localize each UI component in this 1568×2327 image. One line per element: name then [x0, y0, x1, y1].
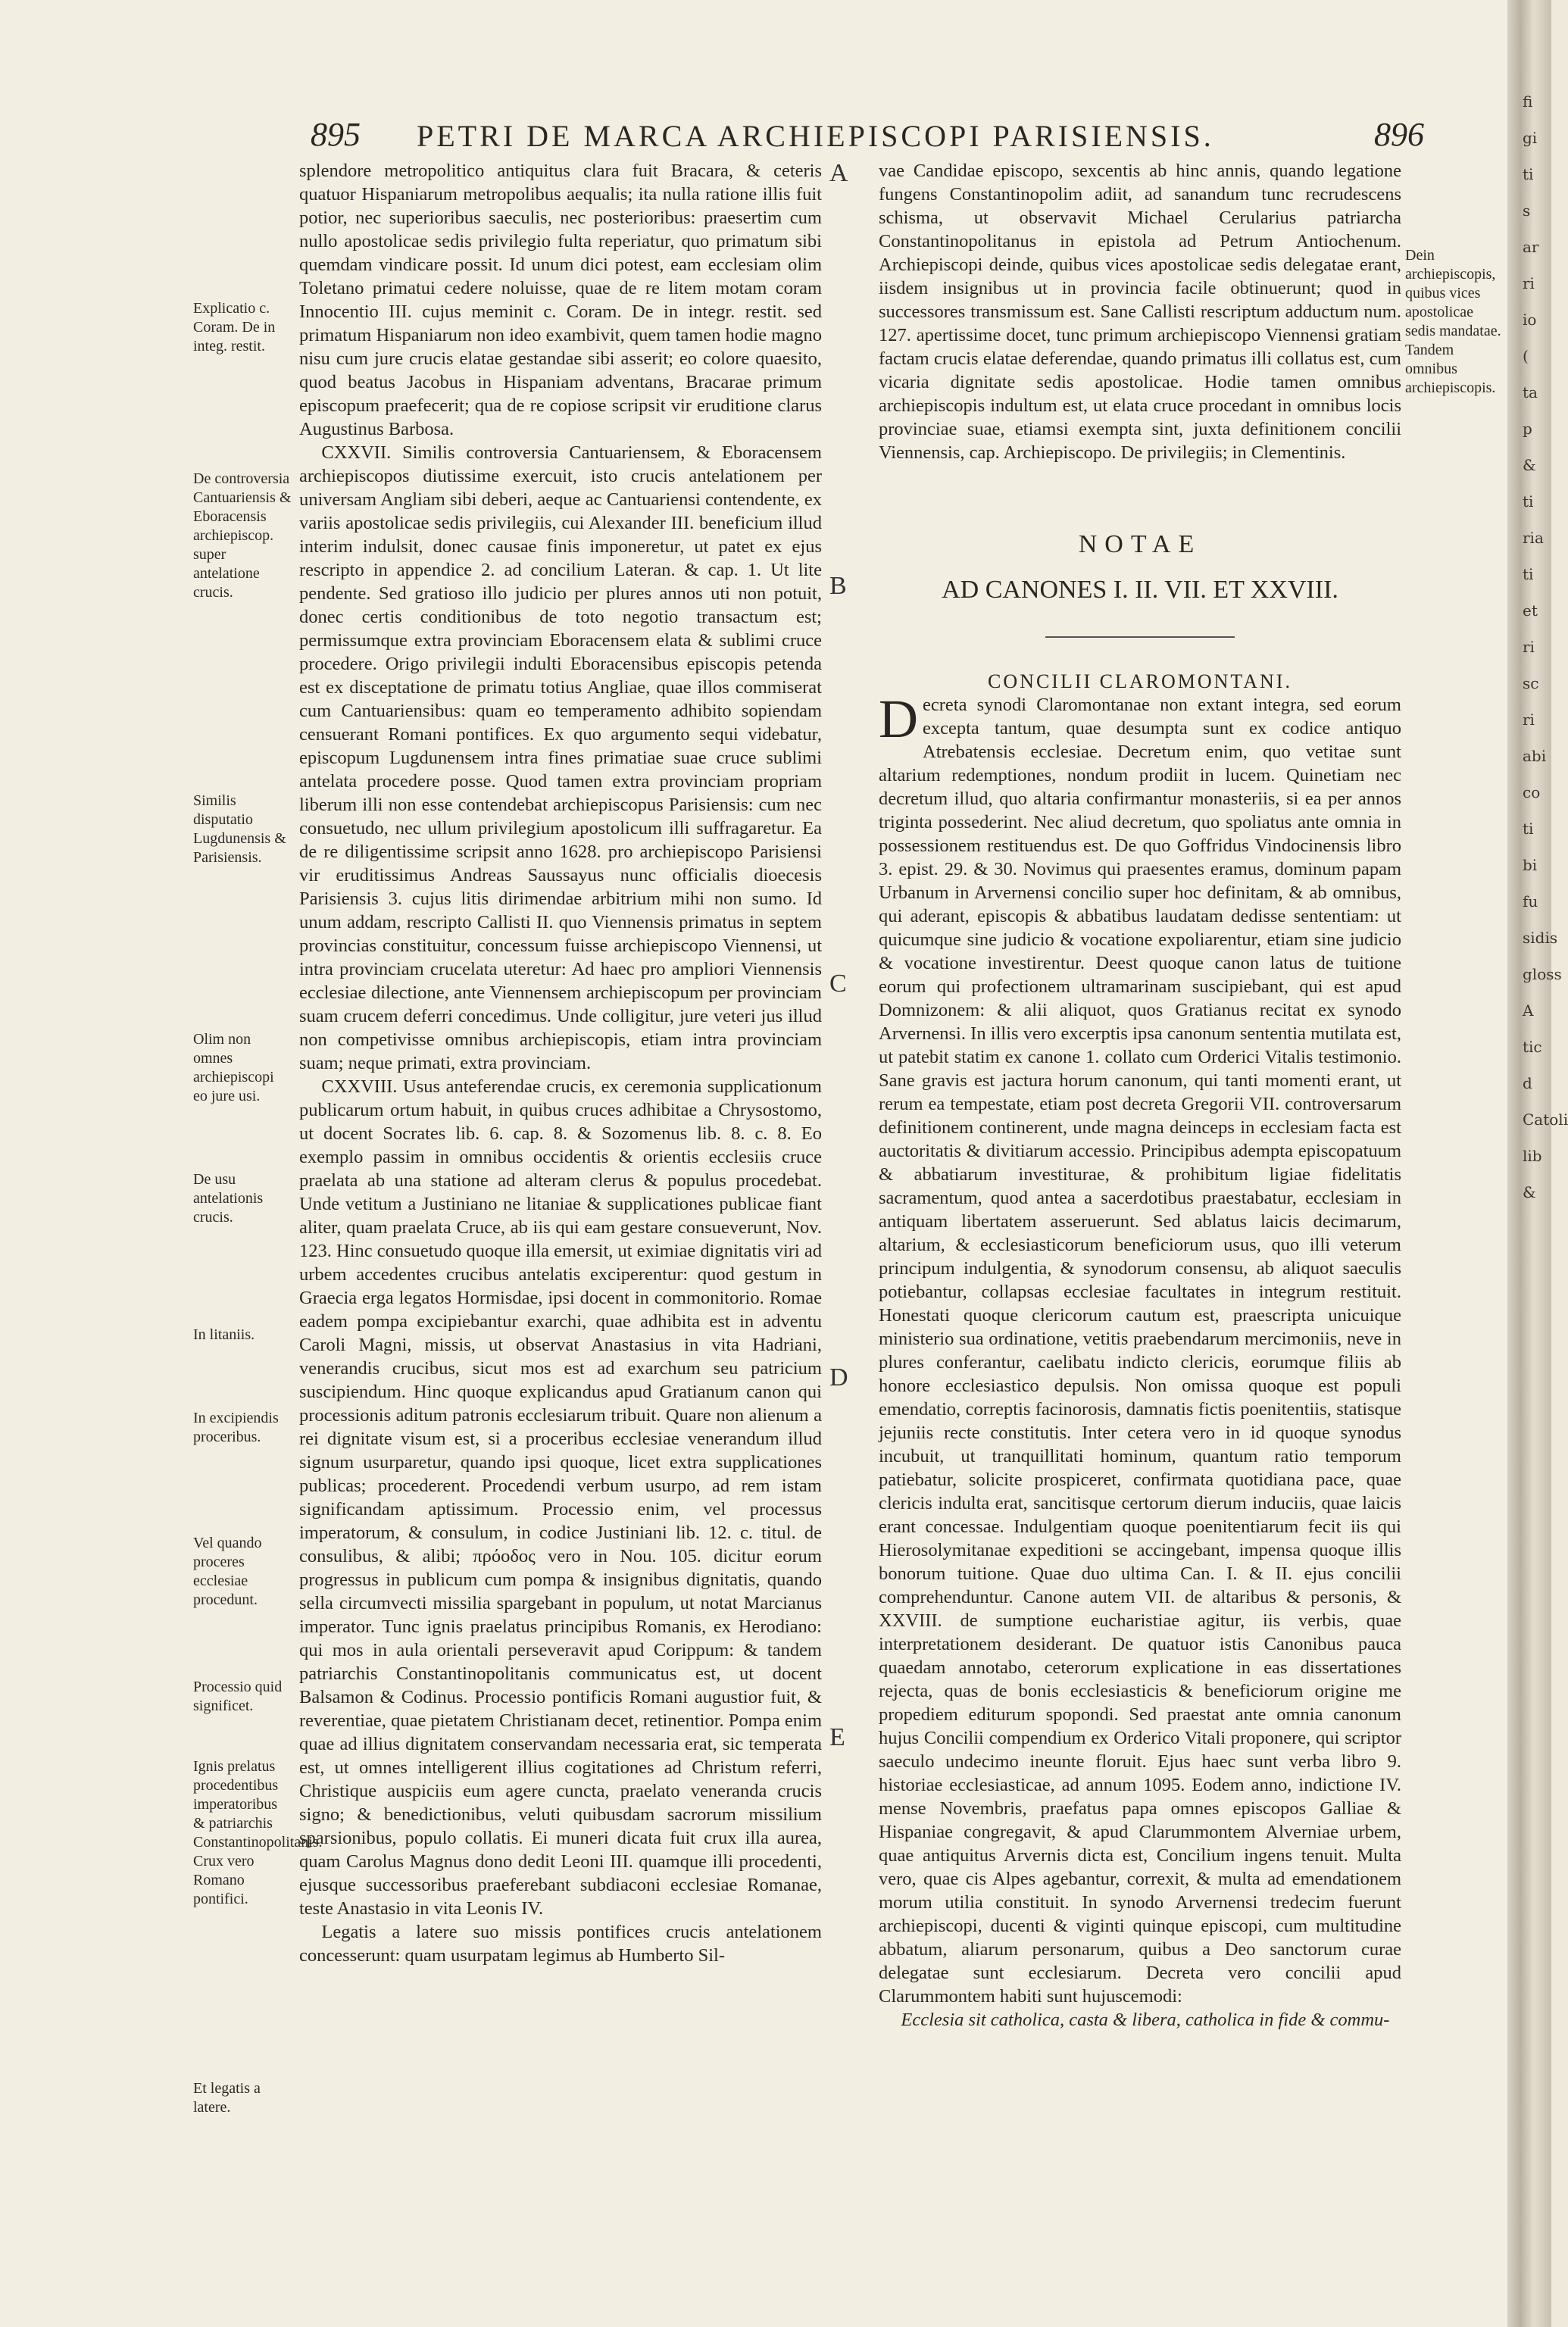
- running-title: PETRI DE MARCA ARCHIEPISCOPI PARISIENSIS.: [417, 119, 1214, 153]
- margin-note: De controversia Cantuariensis & Eboracensis archiepiscop. super antelatione crucis.: [193, 470, 292, 601]
- edge-fragment: ria: [1523, 529, 1544, 547]
- notae-title: NOTAE: [1078, 530, 1202, 558]
- margin-note: In litaniis.: [193, 1326, 255, 1343]
- paragraph: vae Candidae episcopo, sexcentis ab hinc annis, quando legatione fungens Constantinopolim adiit, ad sanandum tunc recrudescens schisma, ut observavit Michael Cerularius patriarcha Constantinopolitanus in epistola ad Petrum Antiochenum. Archiepiscopi deinde, quibus vices apostolicae sedis delegatae erant, iisdem insignibus ut in provincia facile obtinuerunt; quod in successores transmissum est. Sane Callisti rescriptum adductum num. 127. apertissime docet, tunc primum archiepiscopo Viennensi gratiam factam crucis elatae deferendae, quando primatus illi collatus est, cum vicaria dignitate sedis apostolicae. Hodie tamen omnibus archiepiscopis indultum est, ut elata cruce procedant in omnibus locis provinciae suae, etiamsi exempta sint, juxta definitionem concilii Viennensis, cap. Archiepiscopo. De privilegiis; in Clementinis.: [879, 161, 1401, 463]
- edge-fragment: sidis: [1523, 929, 1558, 947]
- edge-fragment: (: [1523, 347, 1529, 365]
- paragraph-text: ecreta synodi Claromontanae non extant integra, sed eorum excepta tantum, quae desumpta sunt ex codice antiquo Atrebatensis ecclesiae. Decretum enim, quo vetitae sunt altarium redemptiones, nondum prodiit in lucem. Quinetiam nec decretum illud, quo altaria confirmantur monasteriis, si ea per annos triginta possederint. Nec aliud decretum, quo spoliatus ante omnia in possessionem restituendus est. De quo Goffridus Vindocinensis libro 3. epist. 29. & 30. Novimus qui praesentes eramus, dominum papam Urbanum in Arvernensi concilio super hoc definitam, & ab omnibus, qui aderant, episcopis & abbatibus laudatam dedisse sententiam: ut quicumque sine judicio & vocatione expoliarentur, etiam sine judicio & vocatione investirentur. Deest quoque canon latus de tuitione eorum qui profectionem ultramarinam suscipiebant, qui est apud Domnizonem: & alii aliquot, quos Gratianus recitat ex synodo Arvernensi. In illis vero excerptis ipsa canonum sententia mutilata est, ut patebit statim ex canone 1. collato cum Orderici Vitalis testimonio. Sane gravis est jactura horum canonum, qui tanti momenti erant, ut rerum ea tempestate, etiam post decreta Gregorii VII. controversarum definitionem continerent, unde magna deinceps in ecclesiam facta est auctoritatis & divitiarum accessio. Principibus adempta episcopatuum & abbatiarum investiturae, & prohibitum ligiae fidelitatis sacramentum, quod antea a sacerdotibus praestabatur, ecclesiam in antiquam libertatem asseruerunt. Sed ablatus laicis decimarum, altarium, & ecclesiasticorum beneficiorum usus, quo illi veterum principum indulgentia, & synodorum consensu, ab aliquot saeculis potiebantur, collapsas ecclesiae facultates in integrum restituit. Honestati quoque clericorum cautum est, praescripta unicuique ministerio sua ordinatione, vetitis praebendarum mercimoniis, neve in plures conferantur, caelibatu indicto clericis, eorumque filiis ab honore ecclesiastico depulsis. Non omissa quoque est populi emendatio, correptis facinorosis, damnatis fictis poenitentiis, statisque jejuniis recte constitutis. Inter cetera vero in id quoque synodus incubuit, ut tranquillitati hominum, quantum ratio temporum patiebatur, solicite prospiceret, confirmata quotidiana pace, quae clericis indulta erat, sancitisque certorum dierum induciis, quae laicis erant concessae. Indulgentiam quoque poenitentiarum fecit iis qui Hierosolymitanae expeditioni se accingebant, impensa quoque illis bonorum tuitione. Quae duo ultima Can. I. & II. ejus concilii comprehenduntur. Canone autem VII. de altaribus & personis, & XXVIII. de sumptione eucharistiae agitur, iis verbis, quae interpretationem desiderant. De quatuor istis Canonibus pauca quaedam annotabo, ceterorum explicatione in eas dissertationes rejecta, quas de bonis ecclesiasticis & beneficiorum origine me propediem editurum spopondi. Sed praestat ante omnia canonum hujus Concilii compendium ex Orderico Vitali proponere, qui scriptor saeculo undecimo ineunte floruit. Ejus haec sunt verba libro 9. historiae ecclesiasticae, ad annum 1095. Eodem anno, indictione IV. mense Novembris, praefatus papa omnes episcopos Galliae & Hispaniae congregavit, & apud Clarummontem Alverniae urbem, quae antiquitus Arvernis dicta est, Concilium ingens tenuit. Multa vero, quae cis Alpes agebantur, correxit, & multa ad emendationem morum utilia constituit. In synodo Arvernensi tredecim fuerunt archiepiscopi, ducenti & viginti quinque episcopi, cum multitudine abbatum, aliarum personarum, quibus a Deo sanctorum curae delegatae sunt ecclesiarum. Decreta vero concilii apud Clarummontem habiti sunt hujuscemodi:: [879, 695, 1401, 2007]
- edge-fragment: fi: [1523, 92, 1533, 111]
- rule-divider: [1045, 636, 1235, 638]
- edge-fragment: ti: [1523, 165, 1534, 183]
- edge-fragment: abi: [1523, 747, 1547, 765]
- margin-note: Et legatis a latere.: [193, 2080, 261, 2116]
- edge-fragment: ti: [1523, 492, 1534, 511]
- drop-cap: D: [879, 689, 918, 749]
- edge-fragment: &: [1523, 1183, 1536, 1201]
- page-number-right: 896: [1374, 116, 1424, 153]
- edge-fragment: sc: [1523, 674, 1539, 692]
- edge-fragment: s: [1523, 201, 1531, 220]
- notae-heading: [879, 530, 1401, 559]
- paragraph: CXXVII. Similis controversia Cantuariensem, & Eboracensem archiepiscopos diutissime exercuit, isto crucis antelationem per universam Angliam sibi deberi, aeque ac Cantuariensi contendente, ex variis apostolicae sedis privilegiis, cui Alexander III. beneficium illud interim indulsit, donec causae finis imponeretur, ut patet ex ejus rescripto in appendice 2. ad concilium Lateran. & cap. 1. Ut lite pendente. Sed gratioso illo judicio per plures annos uti non potuit, donec certis conditionibus de toto negotio transactum est; permissumque extra provinciam Eboracensem elata & sublimi cruce procedere. Origo privilegii indulti Eboracensibus episcopis petenda est ex disceptatione de primatu totius Angliae, quae illos commiserat cum Cantuariensibus: quam eo temperamento adhibito sopiendam censuerant Romani pontifices. Ex quo argumento sequi videbatur, episcopum Lugdunensem intra fines primatiae suae cruce sublimi antelata procedere posse. Quod tamen extra provinciam propriam liberum illi non esse contendebat archiepiscopus Parisiensis: cum nec consuetudo, nec ullum privilegium apostolicum illi suffragaretur. Ea de re diligentissime scripsit anno 1628. pro archiepiscopo Parisiensi vir eruditissimus Andreas Saussayus nunc officialis dioecesis Parisiensis 3. cujus litis dirimendae arbitrium mihi non sumo. Id unum addam, rescripto Callisti II. quo Viennensis primatus in septem provincias constituitur, concessum fuisse archiepiscopo Viennensi, ut intra provinciam crucelata uteretur: Ad haec pro ampliori Viennensis ecclesiae dilectione, ante Viennensem archiepiscopum per provinciam suam crucem deferri concedimus. Unde colligitur, jure veteri jus illud non competivisse omnibus archiepiscopis, etiam intra provinciam suam; neque primati, extra provinciam.: [299, 442, 822, 1073]
- margin-note: In excipiendis proceribus.: [193, 1410, 279, 1445]
- edge-fragment: et: [1523, 601, 1538, 620]
- margin-note: Explicatio c. Coram. De in integ. restit.: [193, 300, 276, 355]
- edge-fragment: ar: [1523, 238, 1539, 256]
- section-letter: A: [829, 159, 848, 187]
- edge-fragment: p: [1523, 420, 1532, 438]
- edge-fragment: ri: [1523, 274, 1535, 292]
- edge-fragment: ri: [1523, 638, 1535, 656]
- edge-fragment: Catoli: [1523, 1110, 1568, 1129]
- facing-page-fragments: [1523, 83, 1568, 2280]
- edge-fragment: fu: [1523, 892, 1538, 910]
- edge-fragment: ri: [1523, 711, 1535, 729]
- margin-note: Similis disputatio Lugdunensis & Parisiensis.: [193, 792, 286, 866]
- margin-note: Processio quid significet.: [193, 1679, 283, 1714]
- margin-note: Olim non omnes archiepiscopi eo jure usi.: [193, 1031, 274, 1104]
- notae-subtitle-council: CONCILII CLAROMONTANI.: [988, 670, 1292, 692]
- margin-note: De usu antelationis crucis.: [193, 1171, 264, 1226]
- edge-fragment: gi: [1523, 129, 1538, 147]
- paragraph: Ecclesia sit catholica, casta & libera, catholica in fide & commu-: [901, 2010, 1390, 2030]
- paragraph: CXXVIII. Usus anteferendae crucis, ex ceremonia supplicationum publicarum ortum habuit, in quibus cruces adhibitae a Chrysostomo, ut docent Socrates lib. 6. cap. 8. & Sozomenus lib. 8. c. 8. Eo exemplo passim in omnibus occidentis & orientis ecclesiis cruce praelata ab una statione ad alteram clerus & populus procedebat. Unde vetitum a Justiniano ne litaniae & supplicationes publicae fiant aliter, quam praelata Cruce, ab iis qui eam gestare consueverunt, Nov. 123. Hinc consuetudo quoque illa emersit, ut eximiae dignitatis viri ad urbem accedentes crucibus antelatis exciperentur: quod gestum in Graecia erga legatos Hormisdae, ipsi docent in commonitorio. Romae eadem pompa excipiebantur exarchi, quae adhibita est in adventu Caroli Magni, missis, ut observat Anastasius in vita Hadriani, venerandis crucibus, sicut mos est ad exarchum seu patricium suscipiendum. Hinc quoque explicandus apud Gratianum canon qui processionis aditum patronis ecclesiarum tribuit. Quare non alienum a rei dignitate visum est, si a proceribus ecclesiae venerandum illud signum usurparetur, quando ipsi quoque, licet extra supplicationes publicas; procederent. Procedendi verbum usurpo, ad rem istam significandam aptissimum. Processio enim, vel processus imperatorum, & consulum, in codice Justiniani lib. 12. c. titul. de consulibus, & alibi; πρόοδος vero in Nou. 105. dicitur eorum progressus in publicum cum pompa & insignibus dignitatis, quando sella circumvecti missilia spargebant in populum, ut notat Marcianus imperator. Tunc ignis praelatus principibus Romanis, ex Herodiano: qui mos in aula orientali perseveravit apud Corippum: & tandem patriarchis Constantinopolitanis communicatus est, ut docent Balsamon & Codinus. Processio pontificis Romani augustior fuit, & reverentiae, quae pietatem Christianam decet, retinentior. Pompa enim quae ad illius dignitatem conservandam necessaria erat, sic temperata est, ut omnes intelligerent illius cogitationes ad Christum referri, Christique auspiciis eum agere cuncta, praelato veneranda crucis signo; & benedictionibus, veluti quibusdam sacrorum missilium sparsionibus, populo collatis. Ei muneri dicata fuit crux illa aurea, quam Carolus Magnus dono dedit Leoni III. quamque illi procedenti, ejusque successoribus praeferebant subdiaconi ecclesiae Romanae, teste Anastasio in vita Leonis IV.: [299, 1076, 822, 1919]
- notae-subtitle: AD CANONES I. II. VII. ET XXVIII.: [942, 576, 1338, 604]
- paragraph: [879, 689, 1401, 2008]
- margin-note: Vel quando proceres ecclesiae procedunt.: [193, 1535, 262, 1608]
- margin-note-right: Dein archiepiscopis, quibus vices apostolicae sedis mandatae. Tandem omnibus archiepiscopis.: [1405, 247, 1501, 396]
- edge-fragment: tic: [1523, 1038, 1542, 1056]
- edge-fragment: A: [1523, 1001, 1534, 1020]
- section-letter: E: [829, 1723, 845, 1751]
- running-header: [303, 106, 1439, 167]
- edge-fragment: ti: [1523, 565, 1534, 583]
- edge-fragment: gloss: [1523, 965, 1562, 983]
- edge-fragment: &: [1523, 456, 1536, 474]
- edge-fragment: co: [1523, 783, 1541, 801]
- right-column-body: [879, 689, 1401, 2132]
- left-column: [299, 159, 822, 2129]
- section-letter: D: [829, 1363, 848, 1392]
- edge-fragment: ti: [1523, 820, 1534, 838]
- section-letter: B: [829, 572, 847, 600]
- right-column-top: [879, 159, 1401, 464]
- edge-fragment: lib: [1523, 1147, 1542, 1165]
- paragraph: Legatis a latere suo missis pontifices crucis antelationem concesserunt: quam usurpatam legimus ab Humberto Sil-: [299, 1922, 822, 1966]
- section-letter: C: [829, 970, 847, 998]
- edge-fragment: ta: [1523, 383, 1538, 401]
- margin-note: Ignis prelatus procedentibus imperatoribus & patriarchis Constantinopolitanis. Crux vero Romano pontifici.: [193, 1758, 323, 1907]
- edge-fragment: d: [1523, 1074, 1532, 1092]
- paragraph: splendore metropolitico antiquitus clara fuit Bracara, & ceteris quatuor Hispaniarum metropolibus aequalis; ita nulla ratione illis fuit potior, nec superioribus saeculis, nec posterioribus: praesertim cum nullo apostolicae sedis privilegio fulta reperiatur, quo primatum sibi quemdam vindicare possit. Id unum dici potest, eam ecclesiam olim Toletano primatui cedere noluisse, quae de re litem motam coram Innocentio III. cujus meminit c. Coram. De in integr. restit. sed primatum Hispaniarum non ideo exambivit, quem tamen hodie magno nisu cum jure crucis elatae gestandae sibi asserit; eo colore quaesito, quod beatus Jacobus in Hispaniam adventans, Bracarae primum episcopum praefecerit; qua de re copiose scripsit vir eruditione clarus Augustinus Barbosa.: [299, 161, 822, 439]
- edge-fragment: io: [1523, 311, 1537, 329]
- edge-fragment: bi: [1523, 856, 1538, 874]
- page-number-left: 895: [311, 116, 361, 153]
